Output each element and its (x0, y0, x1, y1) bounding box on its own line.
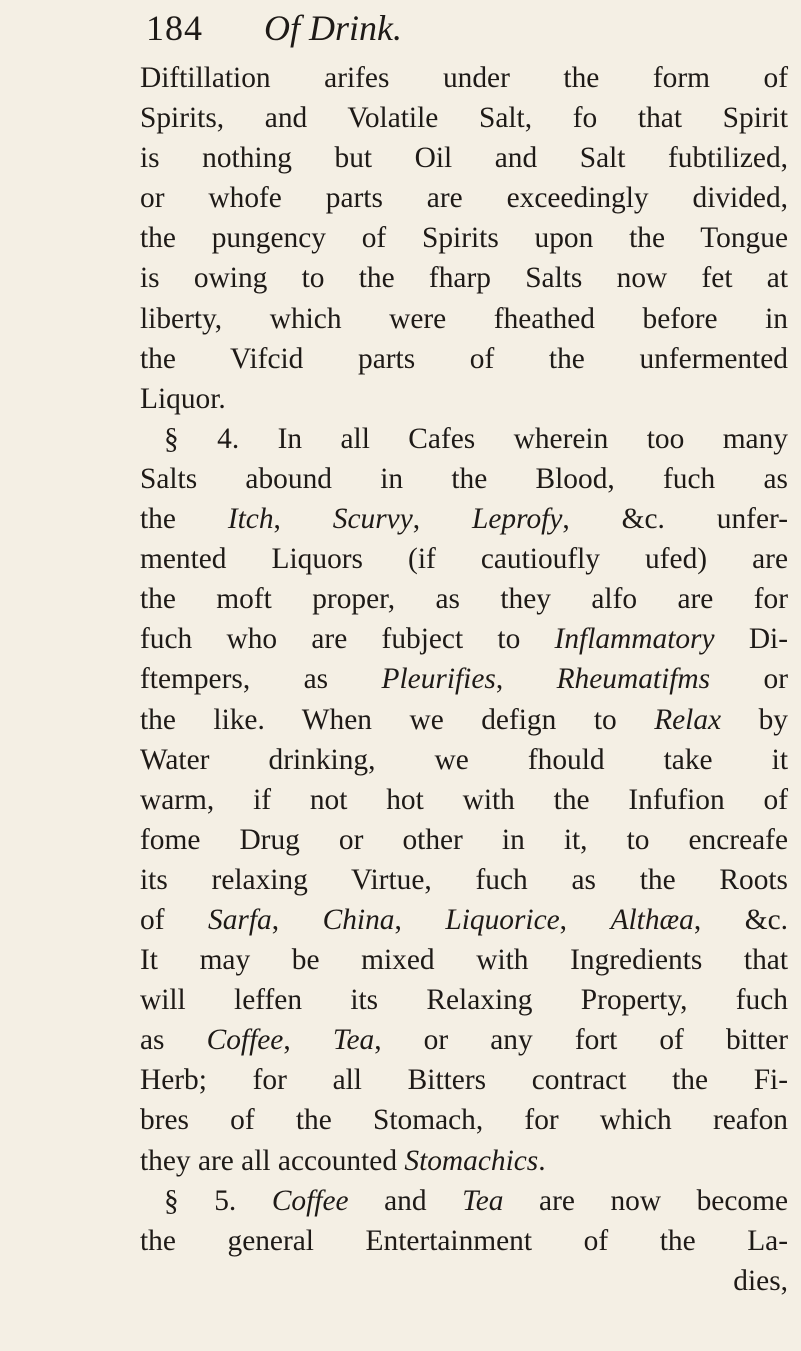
italic-term: Relax (654, 703, 722, 736)
text-run: , (283, 1024, 333, 1057)
text-run: or (710, 663, 788, 696)
italic-term: Stomachics (404, 1144, 539, 1177)
text-line: the pungency of Spirits upon the Tongue (140, 222, 788, 255)
text-line: fome Drug or other in it, to encreafe (140, 823, 788, 856)
text-run: , (412, 503, 473, 536)
text-line (140, 900, 788, 940)
body-text (140, 58, 788, 1301)
italic-term: Itch (227, 503, 274, 536)
text-line: mented Liquors (if cautioufly ufed) are (140, 543, 788, 576)
text-run: and (348, 1184, 463, 1217)
text-line: the general Entertainment of the La- (140, 1224, 788, 1257)
text-line: It may be mixed with Ingredients that (140, 944, 788, 977)
text-line: liberty, which were fheathed before in (140, 302, 788, 335)
running-title: Of Drink. (264, 8, 402, 48)
text-run: as (140, 1024, 207, 1057)
text-line: or whofe parts are exceedingly divided, (140, 182, 788, 215)
text-run: by (721, 703, 788, 736)
text-line: its relaxing Virtue, fuch as the Roots (140, 863, 788, 896)
text-line: the moft proper, as they alfo are for (140, 583, 788, 616)
italic-term: China (322, 903, 395, 936)
text-run: , or any fort of bitter (374, 1024, 788, 1057)
text-line: is nothing but Oil and Salt fubtilized, (140, 142, 788, 175)
text-line: Water drinking, we fhould take it (140, 743, 788, 776)
italic-term: Althæa (610, 903, 694, 936)
italic-term: Coffee (271, 1184, 349, 1217)
text-run: are now become (503, 1184, 788, 1217)
text-run: Di- (714, 623, 788, 656)
text-run: , &c. (693, 903, 788, 936)
text-run: , (394, 903, 446, 936)
page-number: 184 (146, 8, 203, 48)
italic-term: Liquorice (445, 903, 560, 936)
text-run: , &c. unfer- (562, 503, 788, 536)
catchword: dies, (733, 1264, 788, 1297)
text-line (140, 700, 788, 740)
text-run: , (271, 903, 323, 936)
italic-term: Rheumatifms (556, 663, 711, 696)
italic-term: Tea (332, 1024, 375, 1057)
text-run: , (495, 663, 557, 696)
text-run: the (140, 503, 228, 536)
text-line (140, 619, 788, 659)
page-header (146, 2, 402, 54)
italic-term: Pleurifies (381, 663, 496, 696)
text-run: fuch who are fubject to (140, 623, 555, 656)
text-run: ftempers, as (140, 663, 382, 696)
text-run: , (559, 903, 611, 936)
italic-term: Tea (462, 1184, 504, 1217)
text-line: Spirits, and Volatile Salt, fo that Spirit (140, 102, 788, 135)
text-line: the Vifcid parts of the unfermented (140, 342, 788, 375)
text-line (140, 1141, 788, 1181)
italic-term: Leprofy (472, 503, 563, 536)
text-line: warm, if not hot with the Infufion of (140, 783, 788, 816)
italic-term: Inflammatory (554, 623, 715, 656)
italic-term: Coffee (206, 1024, 284, 1057)
text-line (140, 659, 788, 699)
section-5-start (140, 1181, 788, 1221)
text-line: Herb; for all Bitters contract the Fi- (140, 1064, 788, 1097)
text-run: of (140, 903, 209, 936)
text-run: the like. When we defign to (140, 703, 655, 736)
text-run: § 5. (164, 1184, 272, 1217)
text-line: Diftillation arifes under the form of (140, 62, 788, 94)
italic-term: Scurvy (332, 503, 413, 536)
text-line (140, 1020, 788, 1060)
text-run: they are all accounted (140, 1144, 405, 1177)
text-line: will leffen its Relaxing Property, fuch (140, 984, 788, 1017)
text-line: bres of the Stomach, for which reafon (140, 1104, 788, 1137)
text-line: Salts abound in the Blood, fuch as (140, 462, 788, 495)
section-4-start: § 4. In all Cafes wherein too many (164, 422, 788, 455)
text-line: Liquor. (140, 382, 226, 415)
text-line: is owing to the fharp Salts now fet at (140, 262, 788, 295)
italic-term: Sarfa (208, 903, 272, 936)
text-run: . (538, 1144, 546, 1177)
text-run: , (273, 503, 333, 536)
text-line (140, 499, 788, 539)
